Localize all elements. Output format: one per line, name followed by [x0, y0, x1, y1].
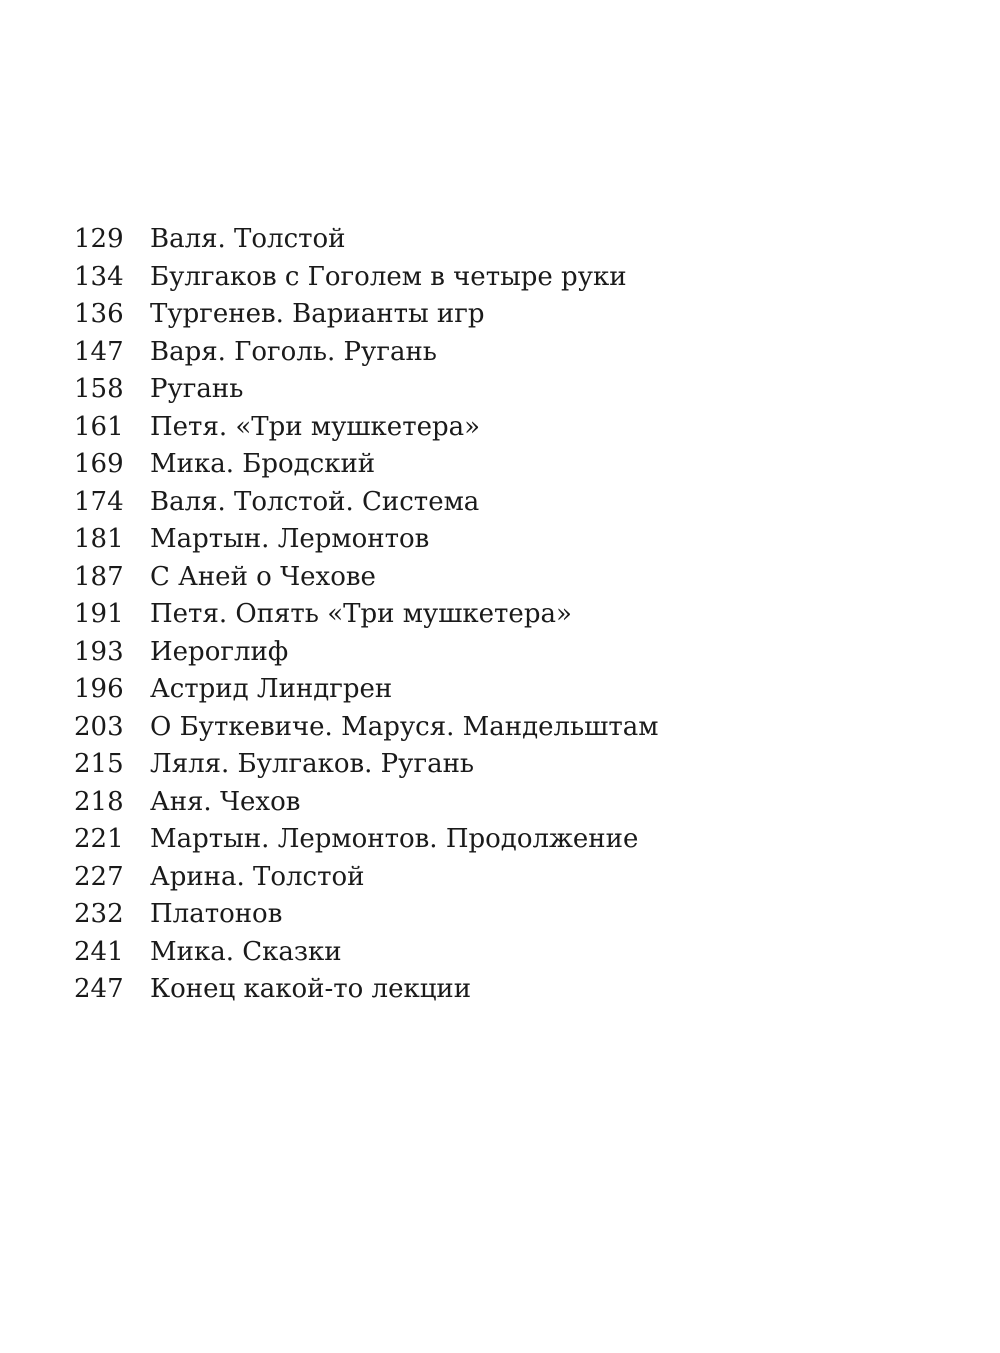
- toc-entry: [74, 559, 954, 597]
- toc-page-number: 147: [74, 336, 124, 367]
- toc-entry: [74, 409, 954, 447]
- toc-title: Валя. Толстой. Система: [150, 486, 480, 517]
- toc-entry: [74, 634, 954, 672]
- toc-title: Булгаков с Гоголем в четыре руки: [150, 261, 627, 292]
- toc-title: Арина. Толстой: [150, 861, 365, 892]
- toc-title: Валя. Толстой: [150, 224, 346, 254]
- toc-page-number: 193: [74, 636, 124, 667]
- toc-title: Тургенев. Варианты игр: [150, 299, 485, 329]
- toc-title: Мартын. Лермонтов. Продолжение: [150, 824, 639, 854]
- toc-entry: [74, 784, 954, 822]
- toc-page-number: 134: [74, 261, 124, 292]
- toc-entry: [74, 221, 954, 259]
- toc-page-number: 181: [74, 524, 124, 554]
- toc-title: Иероглиф: [150, 636, 289, 667]
- toc-entry: [74, 746, 954, 784]
- toc-title: Петя. Опять «Три мушкетера»: [150, 599, 572, 629]
- toc-title: Конец какой-то лекции: [150, 974, 472, 1004]
- toc-title: Ругань: [150, 374, 244, 404]
- toc-page-number: 227: [74, 861, 124, 892]
- toc-page-number: 161: [74, 411, 124, 442]
- toc-page-number: 218: [74, 786, 124, 817]
- toc-entry: [74, 446, 954, 484]
- toc-page-number: 232: [74, 899, 124, 929]
- toc-page-number: 241: [74, 936, 124, 967]
- toc-title: Мика. Бродский: [150, 449, 376, 479]
- toc-entry: [74, 484, 954, 522]
- toc-page-number: 129: [74, 224, 124, 254]
- toc-entry: [74, 971, 954, 1009]
- toc-entry: [74, 934, 954, 972]
- toc-entry: [74, 709, 954, 747]
- table-of-contents: [74, 221, 954, 1009]
- toc-page-number: 169: [74, 449, 124, 479]
- toc-entry: [74, 596, 954, 634]
- toc-page-number: 187: [74, 561, 124, 592]
- toc-title: Петя. «Три мушкетера»: [150, 411, 481, 442]
- toc-entry: [74, 334, 954, 372]
- toc-page-number: 158: [74, 374, 124, 404]
- toc-title: Варя. Гоголь. Ругань: [150, 336, 437, 367]
- toc-entry: [74, 296, 954, 334]
- toc-entry: [74, 859, 954, 897]
- toc-title: Астрид Линдгрен: [150, 674, 393, 704]
- toc-title: С Аней о Чехове: [150, 561, 376, 592]
- toc-entry: [74, 521, 954, 559]
- toc-entry: [74, 259, 954, 297]
- toc-title: Мика. Сказки: [150, 936, 342, 967]
- toc-title: Платонов: [150, 899, 283, 929]
- toc-title: Ляля. Булгаков. Ругань: [150, 749, 475, 779]
- toc-page-number: 203: [74, 711, 124, 742]
- toc-page-number: 196: [74, 674, 124, 704]
- toc-entry: [74, 821, 954, 859]
- toc-entry: [74, 371, 954, 409]
- toc-page-number: 215: [74, 749, 124, 779]
- toc-page-number: 247: [74, 974, 124, 1004]
- toc-title: Мартын. Лермонтов: [150, 524, 430, 554]
- toc-page-number: 174: [74, 486, 124, 517]
- toc-entry: [74, 671, 954, 709]
- toc-title: Аня. Чехов: [150, 786, 301, 817]
- toc-title: О Буткевиче. Маруся. Мандельштам: [150, 711, 659, 742]
- toc-page-number: 191: [74, 599, 124, 629]
- toc-page-number: 221: [74, 824, 124, 854]
- toc-page-number: 136: [74, 299, 124, 329]
- toc-entry: [74, 896, 954, 934]
